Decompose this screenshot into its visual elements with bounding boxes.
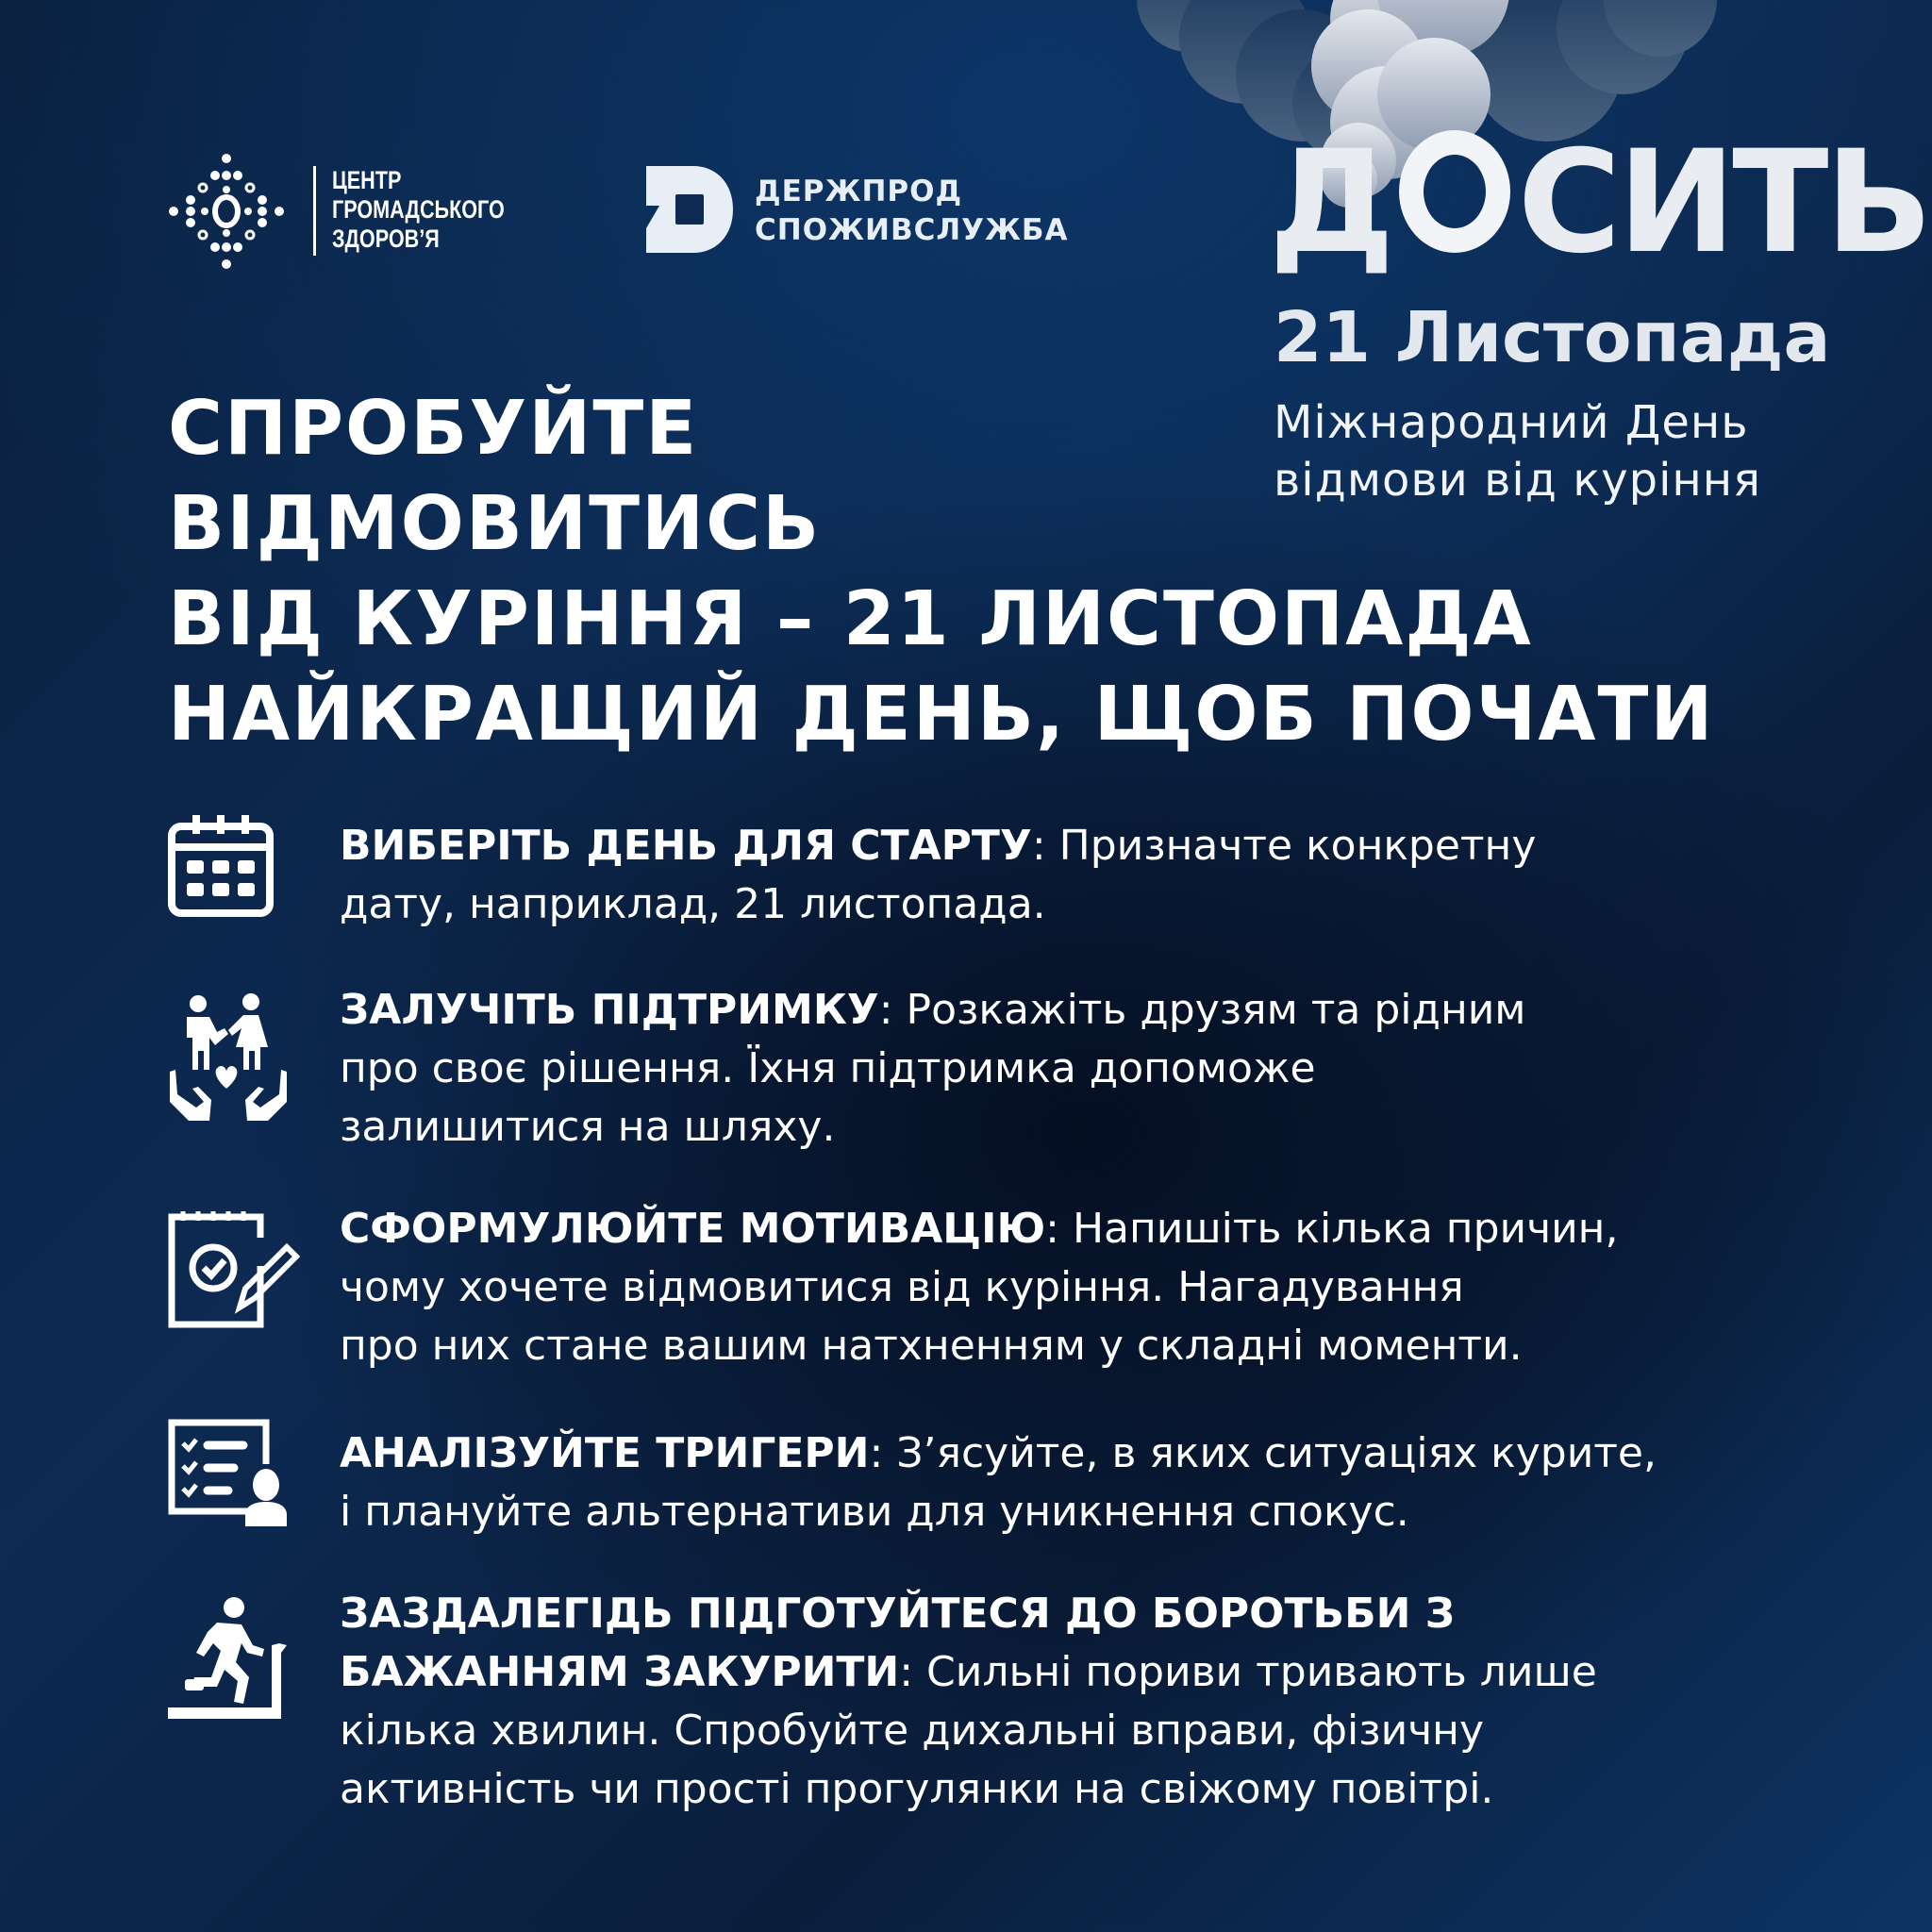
tip-text: : З’ясуйте, в яких ситуаціях курите, [869,1429,1657,1477]
public-health-center-logo-icon [166,151,287,272]
calendar-icon [166,813,275,919]
logo-line: ЦЕНТР [332,166,402,194]
tip-text: і плануйте альтернативи для уникнення спокус. [340,1488,1409,1536]
headline-line: ВІД КУРІННЯ – 21 ЛИСТОПАДА [168,575,1533,662]
campaign-date: 21 Листопада [1274,297,1831,378]
campaign-title [1269,121,1929,285]
tip-item [340,1585,1597,1819]
tip-text: про своє рішення. Їхня підтримка допоможе [340,1044,1316,1092]
tip-title: ЗАЛУЧІТЬ ПІДТРИМКУ [340,986,879,1034]
tip-text: : Сильні пориви тривають лише [899,1648,1597,1696]
page-headline [168,381,1714,762]
tip-text: : Розкажіть друзям та рідним [878,986,1526,1034]
logo-line: ЗДОРОВ’Я [332,225,440,253]
logo-line: СПОЖИВСЛУЖБА [755,213,1069,247]
tip-title: АНАЛІЗУЙТЕ ТРИГЕРИ [340,1429,870,1477]
treadmill-runner-icon [166,1596,291,1723]
tip-text: чому хочете відмовитися від куріння. Нагадування [340,1263,1464,1311]
subtitle-line: відмови від куріння [1274,454,1762,507]
tip-title: ЗАЗДАЛЕГІДЬ ПІДГОТУЙТЕСЯ ДО БОРОТЬБИ З [340,1590,1456,1638]
logo-line: ГРОМАДСЬКОГО [332,195,505,224]
tip-text: : Напишіть кілька причин, [1045,1205,1619,1253]
tip-item [340,817,1536,934]
logo-divider [313,166,316,256]
headline-line: НАЙКРАЩИЙ ДЕНЬ, ЩОБ ПОЧАТИ [168,671,1715,758]
tip-title: ВИБЕРІТЬ ДЕНЬ ДЛЯ СТАРТУ [340,822,1032,870]
tip-item [340,981,1526,1157]
support-family-hands-icon [166,991,291,1123]
headline-line: СПРОБУЙТЕ [168,385,699,472]
derzhprodspozhyvsluzhba-logo-icon [646,166,733,253]
tip-text: про них стане вашим натхненням у складні моменти. [340,1322,1523,1370]
public-health-center-logo-text [332,166,505,254]
tip-text: кілька хвилин. Спробуйте дихальні вправи, фізичну [340,1707,1484,1755]
tip-item [340,1200,1618,1375]
tip-text: : Призначте конкретну [1031,822,1537,870]
tip-text: дату, наприклад, 21 листопада. [340,880,1046,928]
ring-o-icon [1399,130,1510,253]
trigger-analysis-checklist-icon [166,1417,291,1528]
derzhprodspozhyvsluzhba-logo-text [755,173,1069,250]
subtitle-line: Міжнародний День [1274,396,1749,449]
checklist-pencil-icon [166,1209,300,1328]
tip-item [340,1424,1657,1541]
tip-title: СФОРМУЛЮЙТЕ МОТИВАЦІЮ [340,1205,1046,1253]
tip-title: БАЖАННЯМ ЗАКУРИТИ [340,1648,900,1696]
campaign-title-part: СИТЬ [1517,121,1929,285]
tip-text: активність чи прості прогулянки на свіжому повітрі. [340,1765,1494,1813]
logo-line: ДЕРЖПРОД [755,175,963,208]
campaign-title-part: Д [1269,121,1391,285]
tip-text: залишитися на шляху. [340,1103,836,1151]
headline-line: ВІДМОВИТИСЬ [168,480,822,567]
